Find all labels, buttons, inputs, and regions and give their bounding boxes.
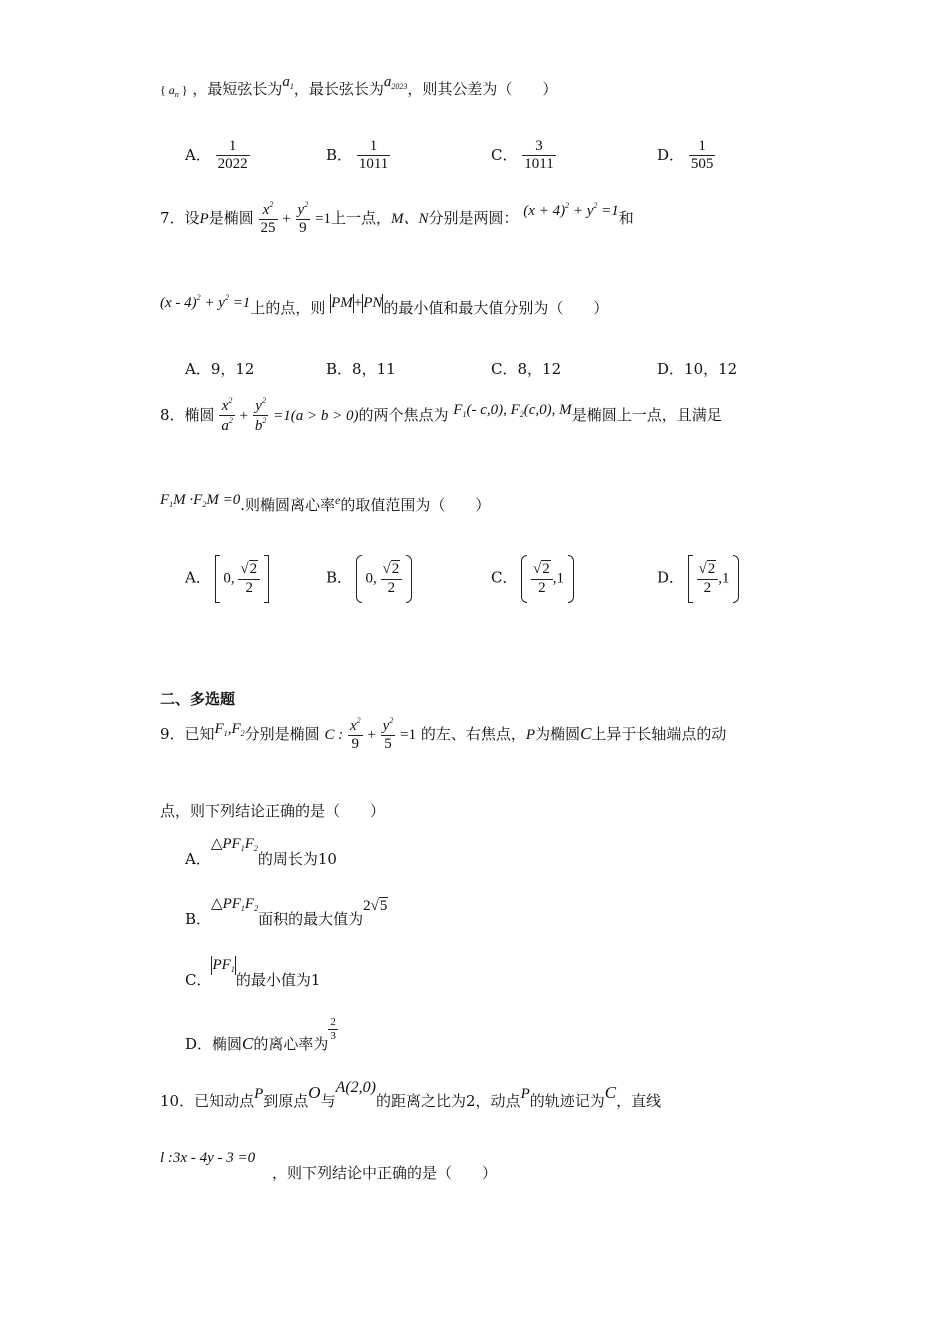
q8-option-b[interactable]: B． 0, $\frac{√2}{2}$: [326, 555, 412, 603]
fraction: $\frac{√2}{2}$: [238, 561, 260, 597]
q6-option-a[interactable]: A． $\frac{1}{2022}$: [185, 138, 248, 173]
q8-stem-line2: $F_1M \cdot F_2M =0$.则椭圆离心率$^e$的取值范围为（ ）: [160, 492, 491, 514]
fraction: $\frac{1}{505}$: [690, 138, 714, 173]
fraction: $\frac{1}{2022}$: [217, 138, 248, 173]
q6-option-b[interactable]: B． $\frac{1}{1011}$: [326, 138, 389, 173]
q7-option-b[interactable]: B．8，11: [326, 360, 396, 378]
q7-stem-line1: 7．设P是椭圆 $\frac{x^2}{25}$ + $\frac{y^2}{9}$ =1上一点，M、N分别是两圆： $(x + 4)^2 + y^2 =1$和: [160, 200, 634, 237]
sequence-brace: { $a_n$ }: [160, 83, 188, 99]
q7-stem-line2: $(x - 4)^2 + y^2 =1$上的点，则 PM+PN的最小值和最大值分别为（ ）: [160, 293, 609, 317]
q7-option-d[interactable]: D．10，12: [657, 360, 738, 378]
q9-stem-line2: 点，则下列结论正确的是（ ）: [160, 802, 386, 820]
q8-option-a[interactable]: A． 0, $\frac{√2}{2}$: [185, 555, 269, 603]
fraction: $\frac{x^2}{25}$: [260, 200, 276, 237]
q8-option-c[interactable]: C． $\frac{√2}{2}$ ,1: [491, 555, 574, 603]
q9-stem-line1: 9．已知$F_1,F_2$分别是椭圆 C : $\frac{x^2}{9}$ + $\frac{y^2}{5}$ =1 的左、右焦点，P为椭圆C上异于长轴端点的动: [160, 716, 727, 753]
line-equation: l :3x - 4y - 3 =0: [160, 1150, 256, 1166]
q8-option-d[interactable]: D． $\frac{√2}{2}$ ,1: [657, 555, 739, 603]
fraction: $\frac{√2}{2}$: [381, 561, 403, 597]
fraction: $\frac{3}{1011}$: [524, 138, 554, 173]
q7-option-a[interactable]: A．9，12: [185, 360, 255, 378]
fraction: $\frac{√2}{2}$: [531, 561, 553, 597]
fraction: $\frac{y^2}{9}$: [297, 200, 309, 237]
fraction: $\frac{2}{3}$: [330, 1016, 336, 1042]
q6-option-d[interactable]: D． $\frac{1}{505}$: [657, 138, 714, 173]
q6-option-c[interactable]: C． $\frac{3}{1011}$: [491, 138, 554, 173]
q8-stem-line1: 8．椭圆 $\frac{x^2}{a^2}$ + $\frac{y^2}{b^2}$ =1(a > b > 0)的两个焦点为 $F_1(-$ c,0), $F_2(c,0)$, M是椭圆上一点，且满足: [160, 396, 722, 435]
fraction: $\frac{y^2}{b^2}$: [254, 396, 267, 435]
q7-option-c[interactable]: C．8，12: [491, 360, 562, 378]
q6-stem: { $a_n$ } ，最短弦长为$a_1$，最长弦长为$a_{2023}$，则其公差为（ ）: [160, 74, 558, 99]
q10-stem-line2: [160, 1150, 255, 1166]
fraction: $\frac{1}{1011}$: [358, 138, 389, 173]
fraction: $\frac{x^2}{9}$: [349, 716, 361, 753]
q9-option-d[interactable]: D．椭圆C的离心率为 $\frac{2}{3}$: [185, 1016, 336, 1054]
q9-option-b[interactable]: B．$\triangle PF_1F_2$面积的最大值为2√5: [185, 896, 388, 928]
fraction: $\frac{√2}{2}$: [697, 561, 719, 597]
q10-stem-line2-text: ，则下列结论中正确的是（ ）: [272, 1164, 498, 1182]
q10-stem-line1: 10．已知动点P到原点O与A(2,0)的距离之比为2，动点P的轨迹记为C，直线: [160, 1079, 662, 1110]
fraction: $\frac{x^2}{a^2}$: [221, 396, 233, 435]
fraction: $\frac{y^2}{5}$: [382, 716, 394, 753]
section-title: 二、多选题: [160, 690, 236, 708]
q9-option-a[interactable]: A．$\triangle PF_1F_2$的周长为10: [185, 836, 337, 868]
q9-option-c[interactable]: C．$PF_1$的最小值为1: [185, 956, 321, 989]
